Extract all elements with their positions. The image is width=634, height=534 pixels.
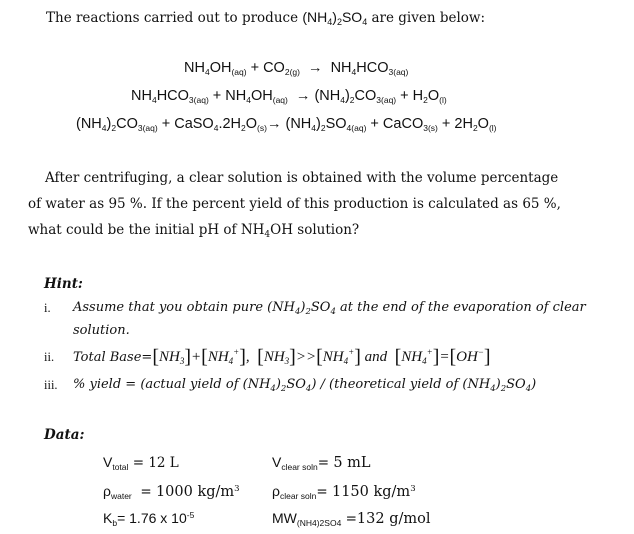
hint-item-2-number: ii. — [44, 350, 55, 364]
hint-item-1-number: i. — [44, 301, 51, 315]
data-v-clear-soln: $V_{clear soln}= 5$ mL — [272, 454, 371, 472]
question-line-2: of water as 95 %. If the percent yield of this production is calculated as 65 %, — [28, 196, 561, 212]
reaction-equation-3: $(NH_4)_2CO_{3(aq)}$ + $CaSO_4.2H_2O_{(s)}\to (NH_4)_2SO_{4(aq)}$ + CaCO$_{3(s)}$ + $2H_2O_{(l)}$ — [76, 116, 497, 133]
data-v-total: $V_{total} = 12$ L — [103, 454, 179, 472]
reaction-equation-1: $NH_4OH_{(aq)} + CO_{2(g)} \to NH_4HCO_{3(aq)}$ — [184, 60, 409, 77]
data-kb: $K_b= 1.76$ x $10^{-5}$ — [103, 510, 195, 528]
data-molecular-weight: $MW_{(NH4)2SO4} =132$ g/mol — [272, 510, 431, 528]
hint-item-1-line-2: solution. — [73, 323, 130, 338]
hint-item-2-formula: Total $Base=[NH_3]+[NH_4^+]$, $[NH_3]>>[NH_4^+]$ and $[NH_4^+]=[OH^-]$ — [73, 346, 491, 368]
question-line-3: what could be the initial pH of $NH_4OH$ solution? — [28, 222, 360, 240]
data-rho-clear-soln: $\rho_{clear soln}= 1150$ $kg/m^3$ — [272, 483, 416, 501]
hint-item-3-formula: % yield = (actual yield of $(NH_4)_2SO_4$) / (theoretical yield of $(NH_4)_2SO_4$) — [73, 377, 537, 394]
question-line-1: After centrifuging, a clear solution is obtained with the volume percentage — [45, 170, 559, 186]
hint-item-1-line-1: Assume that you obtain pure $(NH_4)_2SO_4$ at the end of the evaporation of clear — [73, 300, 586, 317]
data-heading: Data: — [44, 427, 85, 443]
reaction-equation-2: $NH_4HCO_{3(aq)} + NH_4OH_{(aq)} \to (NH_4)_2CO_{3(aq)} + H_2O_{(l)}$ — [131, 88, 447, 105]
hint-item-3-number: iii. — [44, 378, 58, 392]
hint-heading: Hint: — [44, 276, 83, 292]
intro-text: The reactions carried out to produce $(NH_4)_2SO_4$ are given below: — [46, 9, 486, 27]
data-rho-water: $\rho_{water} = 1000$ $kg/m^3$ — [103, 483, 240, 501]
